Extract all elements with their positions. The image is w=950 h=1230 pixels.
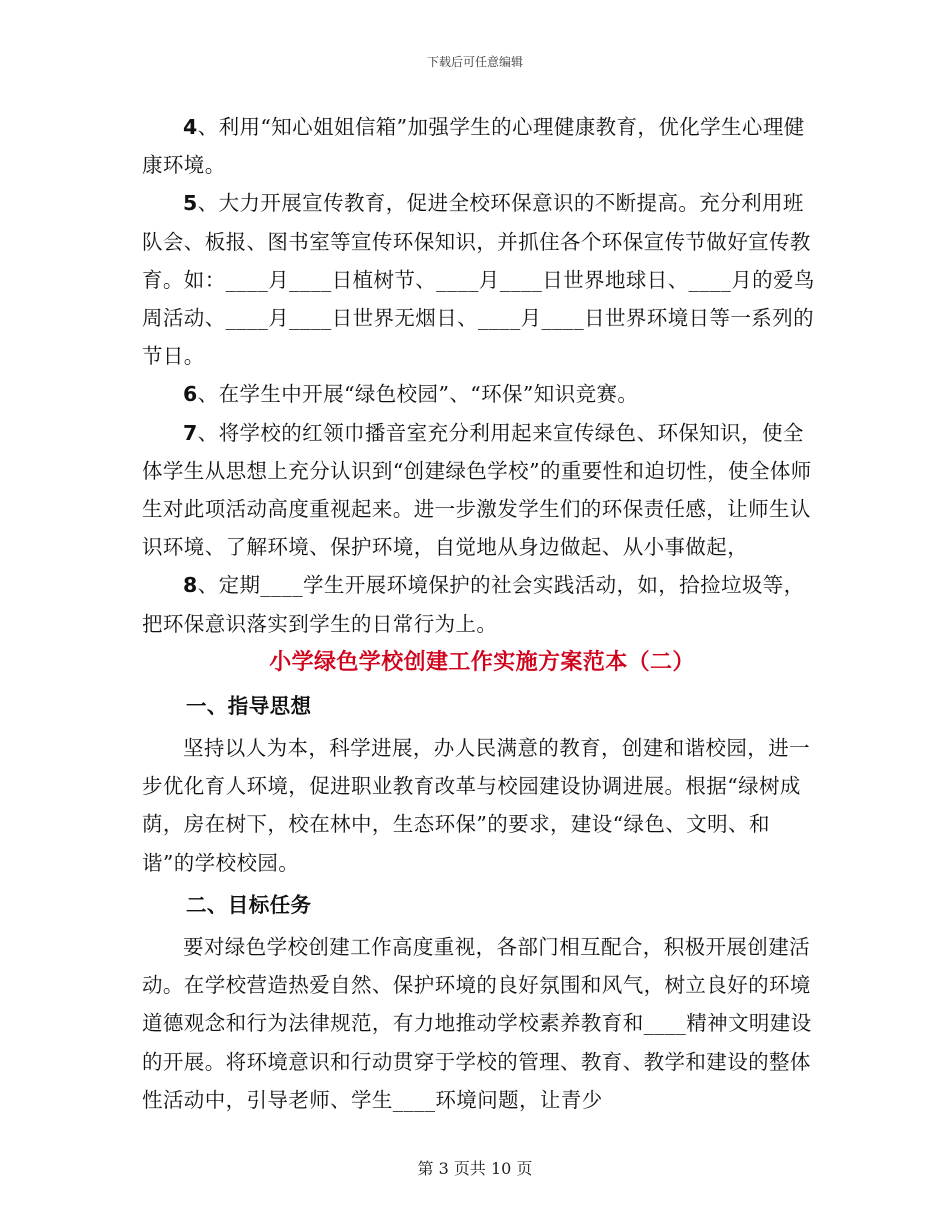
item-text: 、定期____学生开展环境保护的社会实践活动，如，拾捡垃圾等，把环保意识落实到学生的日常行为上。 (142, 573, 805, 636)
heading-guiding-ideology: 一、指导思想 (186, 693, 312, 718)
item-text: 、在学生中开展“绿色校园”、“环保”知识竞赛。 (197, 382, 639, 407)
document-body (142, 108, 822, 1119)
item-number: 6 (183, 382, 198, 407)
item-number: 5 (183, 191, 198, 216)
list-item-8 (142, 566, 822, 642)
section-title: 小学绿色学校创建工作实施方案范本（二） (269, 649, 695, 675)
list-item-7 (142, 414, 822, 567)
list-item-4 (142, 108, 822, 184)
item-text: 、大力开展宣传教育，促进全校环保意识的不断提高。充分利用班队会、板报、图书室等宣传环保知识，并抓住各个环保宣传节做好宣传教育。如：____月____日植树节、____月____日世界地球日、____月的爱鸟周活动、____月____日世界无烟日、____月____日世界环境日等一系列的节日。 (142, 191, 815, 369)
heading-goals-tasks: 二、目标任务 (186, 892, 312, 917)
item-text: 、利用“知心姐姐信箱”加强学生的心理健康教育，优化学生心理健康环境。 (142, 115, 805, 178)
list-item-6 (142, 375, 822, 413)
paragraph-goals-tasks: 要对绿色学校创建工作高度重视，各部门相互配合，积极开展创建活动。在学校营造热爱自然、保护环境的良好氛围和风气，树立良好的环境道德观念和行为法律规范，有力地推动学校素养教育和____精神文明建设的开展。将环境意识和行动贯穿于学校的管理、教育、教学和建设的整体性活动中，引导老师、学生____环境问题，让青少 (142, 935, 812, 1112)
item-text: 、将学校的红领巾播音室充分利用起来宣传绿色、环保知识，使全体学生从思想上充分认识到“创建绿色学校”的重要性和迫切性，使全体师生对此项活动高度重视起来。进一步激发学生们的环保责任感，让师生认识环境、了解环境、保护环境，自觉地从身边做起、从小事做起， (142, 420, 812, 560)
paragraph-guiding-ideology: 坚持以人为本，科学进展，办人民满意的教育，创建和谐校园，进一步优化育人环境，促进职业教育改革与校园建设协调进展。根据“绿树成荫，房在树下，校在林中，生态环保”的要求，建设“绿色、文明、和谐”的学校校园。 (142, 736, 810, 875)
item-number: 7 (183, 420, 198, 445)
page-number: 第 3 页共 10 页 (417, 1159, 533, 1178)
header-note: 下载后可任意编辑 (426, 55, 523, 69)
item-number: 8 (183, 573, 198, 598)
item-number: 4 (183, 115, 198, 139)
list-item-5 (142, 184, 822, 375)
